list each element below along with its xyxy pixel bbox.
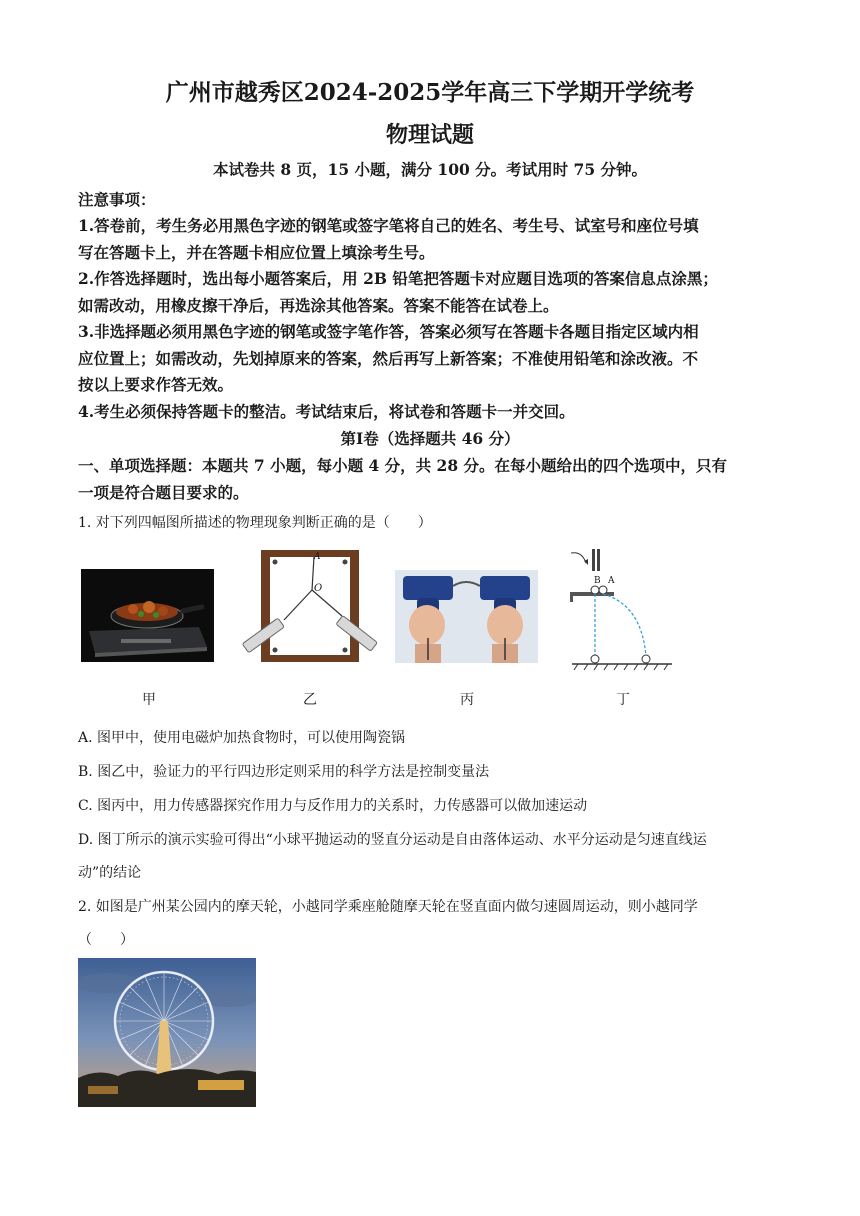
- point-o-label: O: [314, 583, 323, 594]
- force-sensors-image: [395, 570, 538, 663]
- part-heading-cont: 一项是符合题目要求的。: [78, 483, 249, 502]
- note-line: 3.非选择题必须用黑色字迹的钢笔或签字笔作答，答案必须写在答题卡各题目指定区域内相: [78, 322, 699, 341]
- question-2-stem: 2. 如图是广州某公园内的摩天轮，小越同学乘座舱随摩天轮在竖直面内做匀速圆周运动，则小越同学: [78, 899, 698, 915]
- note-line: 应位置上；如需改动，先划掉原来的答案，然后再写上新答案；不准使用铅笔和涂改液。不: [78, 349, 699, 368]
- question-1-stem: 1. 对下列四幅图所描述的物理现象判断正确的是（ ）: [78, 515, 432, 531]
- figure-caption-ding: 丁: [616, 692, 630, 708]
- projectile-demo-diagram: [566, 547, 676, 672]
- induction-cooker-image: [81, 569, 214, 662]
- exam-title: 广州市越秀区2024-2025学年高三下学期开学统考: [165, 79, 695, 106]
- ferris-wheel-image: [78, 958, 256, 1107]
- option-d-cont: 动”的结论: [78, 865, 142, 881]
- option-d: D. 图丁所示的演示实验可得出“小球平抛运动的竖直分运动是自由落体运动、水平分运动是匀速直线运: [78, 832, 707, 848]
- notes-heading: 注意事项：: [78, 190, 156, 209]
- force-board-image: [238, 548, 378, 670]
- volume-heading: 第Ⅰ卷（选择题共 46 分）: [340, 429, 520, 448]
- note-line: 写在答题卡上，并在答题卡相应位置上填涂考生号。: [78, 243, 435, 262]
- part-heading: 一、单项选择题：本题共 7 小题，每小题 4 分，共 28 分。在每小题给出的四个选项中，只有: [78, 456, 728, 475]
- exam-info: 本试卷共 8 页，15 小题，满分 100 分。考试用时 75 分钟。: [212, 160, 648, 179]
- note-line: 1.答卷前，考生务必用黑色字迹的钢笔或签字笔将自己的姓名、考生号、试室号和座位号填: [78, 216, 699, 235]
- note-line: 按以上要求作答无效。: [78, 375, 234, 394]
- option-b: B. 图乙中，验证力的平行四边形定则采用的科学方法是控制变量法: [78, 764, 490, 780]
- option-a: A. 图甲中，使用电磁炉加热食物时，可以使用陶瓷锅: [78, 730, 406, 746]
- option-c: C. 图丙中，用力传感器探究作用力与反作用力的关系时，力传感器可以做加速运动: [78, 798, 588, 814]
- ball-a-label: A: [608, 576, 615, 586]
- figure-caption-yi: 乙: [303, 692, 317, 708]
- question-2-paren: （ ）: [78, 932, 134, 948]
- figure-caption-jia: 甲: [142, 692, 156, 708]
- note-line: 如需改动，用橡皮擦干净后，再选涂其他答案。答案不能答在试卷上。: [78, 296, 559, 315]
- note-line: 4.考生必须保持答题卡的整洁。考试结束后，将试卷和答题卡一并交回。: [78, 402, 575, 421]
- point-a-label: A: [314, 552, 321, 562]
- ball-b-label: B: [594, 576, 601, 586]
- note-line: 2.作答选择题时，选出每小题答案后，用 2B 铅笔把答题卡对应题目选项的答案信息点涂黑；: [78, 269, 718, 288]
- figure-caption-bing: 丙: [460, 692, 474, 708]
- subject-title: 物理试题: [385, 122, 474, 148]
